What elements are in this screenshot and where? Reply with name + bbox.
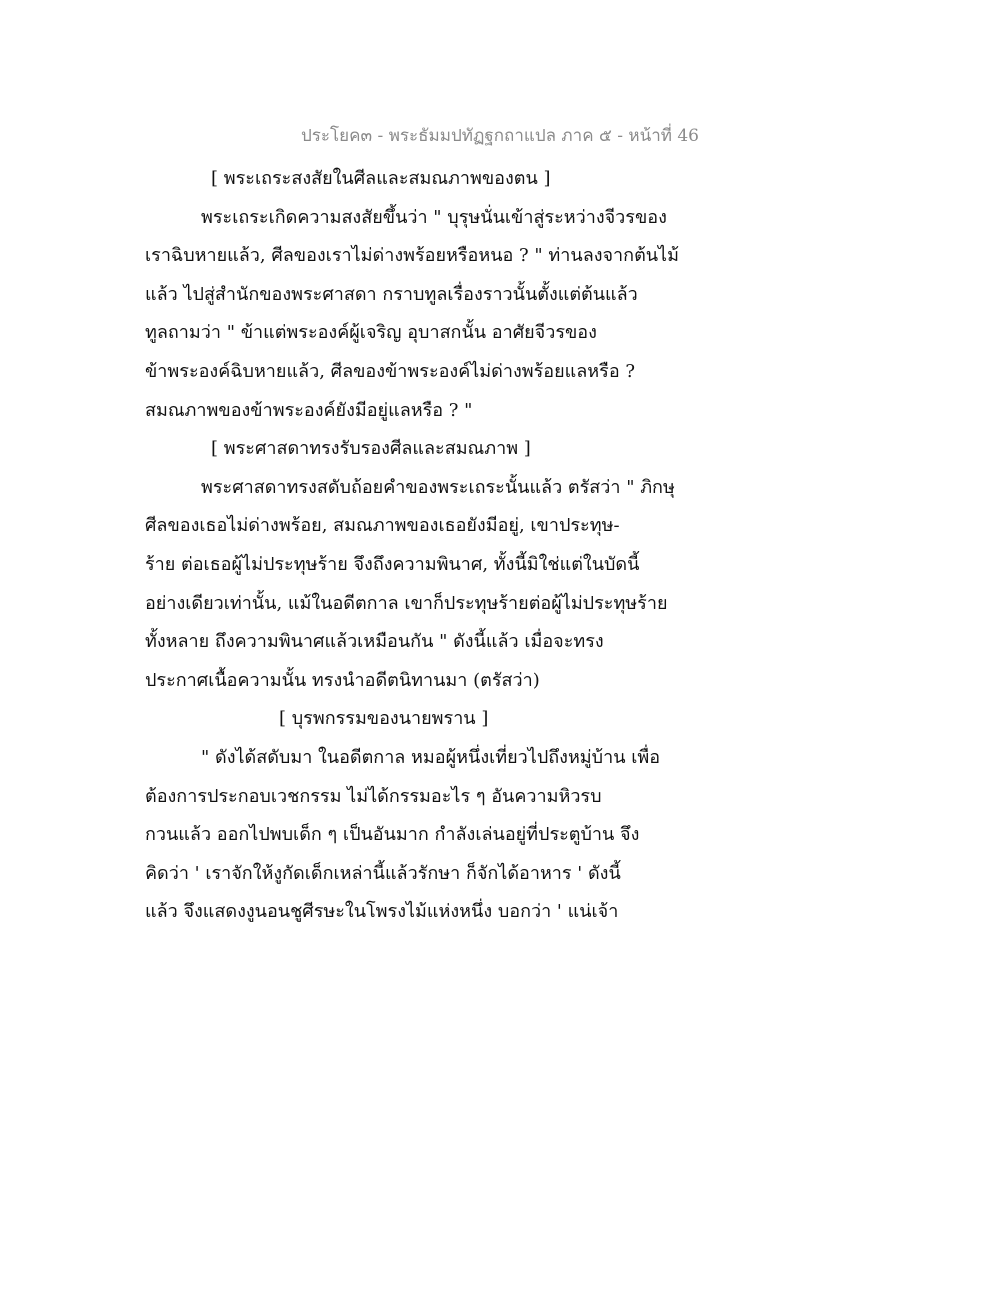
section-heading: [ บุรพกรรมของนายพราน ] <box>279 708 489 730</box>
paragraph-line: เราฉิบหายแล้ว, ศีลของเราไม่ด่างพร้อยหรือหนอ ? " ท่านลงจากต้นไม้ <box>145 245 679 267</box>
paragraph-line: ทูลถามว่า " ข้าแต่พระองค์ผู้เจริญ อุบาสกนั้น อาศัยจีวรของ <box>145 322 597 344</box>
section-heading: [ พระศาสดาทรงรับรองศีลและสมณภาพ ] <box>211 438 531 460</box>
document-body <box>145 160 745 932</box>
paragraph-line: " ดังได้สดับมา ในอดีตกาล หมอผู้หนึ่งเที่ยวไปถึงหมู่บ้าน เพื่อ <box>201 746 661 768</box>
paragraph-line: ศีลของเธอไม่ด่างพร้อย, สมณภาพของเธอยังมีอยู่, เขาประทุษ- <box>145 515 620 537</box>
paragraph-line: ข้าพระองค์ฉิบหายแล้ว, ศีลของข้าพระองค์ไม่ด่างพร้อยแลหรือ ? <box>145 360 635 382</box>
paragraph-line: ประกาศเนื้อความนั้น ทรงนำอดีตนิทานมา (ตรัสว่า) <box>145 669 540 691</box>
paragraph-line: ทั้งหลาย ถึงความพินาศแล้วเหมือนกัน " ดังนี้แล้ว เมื่อจะทรง <box>145 631 604 653</box>
section-heading: [ พระเถระสงสัยในศีลและสมณภาพของตน ] <box>211 168 551 189</box>
running-header: ประโยค๓ - พระธัมมปทัฏฐกถาแปล ภาค ๕ - หน้าที่ 46 <box>301 126 699 146</box>
paragraph-line: แล้ว จึงแสดงงูนอนชูศีรษะในโพรงไม้แห่งหนึ่ง บอกว่า ' แน่เจ้า <box>145 901 619 923</box>
paragraph-line: กวนแล้ว ออกไปพบเด็ก ๆ เป็นอันมาก กำลังเล่นอยู่ที่ประตูบ้าน จึง <box>145 824 640 846</box>
paragraph-line: ต้องการประกอบเวชกรรม ไม่ได้กรรมอะไร ๆ อันความหิวรบ <box>145 785 602 807</box>
paragraph-line: คิดว่า ' เราจักให้งูกัดเด็กเหล่านี้แล้วรักษา ก็จักได้อาหาร ' ดังนี้ <box>145 862 621 884</box>
paragraph-line: อย่างเดียวเท่านั้น, แม้ในอดีตกาล เขาก็ประทุษร้ายต่อผู้ไม่ประทุษร้าย <box>145 592 668 614</box>
paragraph-line: สมณภาพของข้าพระองค์ยังมีอยู่แลหรือ ? " <box>145 399 473 421</box>
paragraph-line: พระศาสดาทรงสดับถ้อยคำของพระเถระนั้นแล้ว ตรัสว่า " ภิกษุ <box>201 476 675 498</box>
paragraph-line: พระเถระเกิดความสงสัยขึ้นว่า " บุรุษนั่นเข้าสู่ระหว่างจีวรของ <box>201 206 667 228</box>
paragraph-line: แล้ว ไปสู่สำนักของพระศาสดา กราบทูลเรื่องราวนั้นตั้งแต่ต้นแล้ว <box>145 283 638 305</box>
paragraph-line: ร้าย ต่อเธอผู้ไม่ประทุษร้าย จึงถึงความพินาศ, ทั้งนี้มิใช่แต่ในบัดนี้ <box>145 553 640 575</box>
